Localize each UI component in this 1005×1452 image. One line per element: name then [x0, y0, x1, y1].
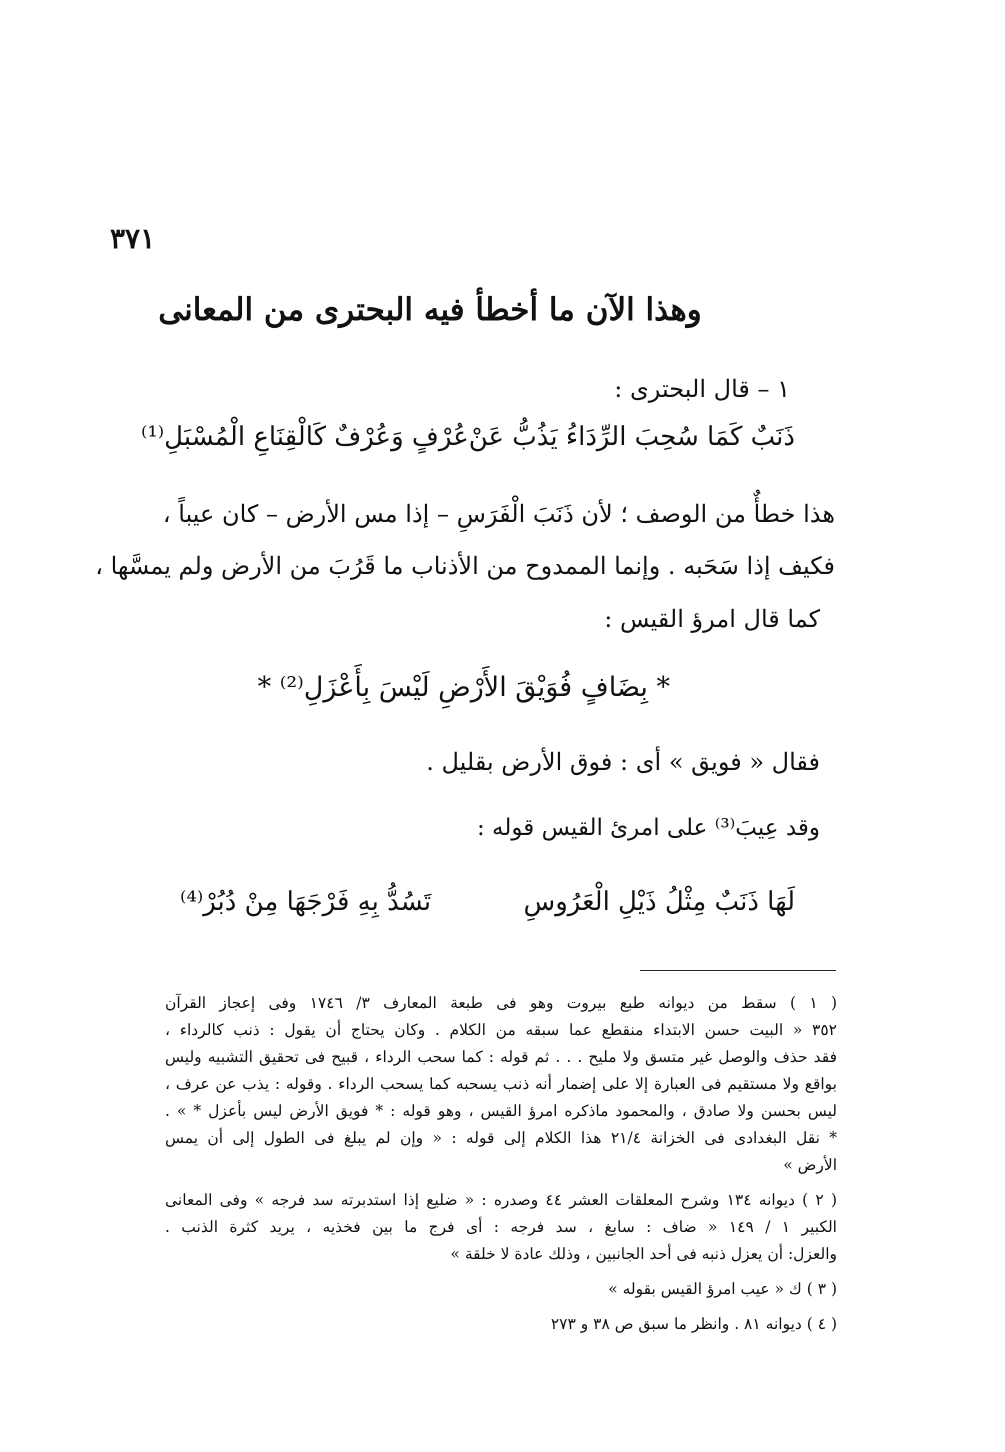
- footnote-line: ٣٥٢ « البيت حسن الابتداء منقطع عما سبقه من الكلام . وكان يحتاج أن يقول : ذنب كالرداء ،: [165, 1021, 837, 1039]
- footnote-2: [165, 1187, 837, 1268]
- footnotes: [165, 990, 837, 1346]
- footnote-line: ( ٢ ) ديوانه ١٣٤ وشرح المعلقات العشر ٤٤ وصدره : « ضليع إذا استدبرته سد فرجه » وفى المعانى: [165, 1191, 837, 1209]
- footnote-line: ( ٣ ) ك « عيب امرؤ القيس بقوله »: [608, 1280, 837, 1298]
- footnote-4: [165, 1311, 837, 1338]
- footnote-divider: [640, 970, 836, 971]
- footnote-line: والعزل: أن يعزل ذنبه فى أحد الجانبين ، وذلك عادة لا خلقة »: [450, 1245, 837, 1263]
- poem-intro: ١ – قال البحترى :: [614, 375, 790, 403]
- footnote-line: الأرض »: [783, 1156, 837, 1174]
- verse-imru-al-qais: [180, 887, 795, 927]
- footnote-3: [165, 1276, 837, 1303]
- verse-first-half: لَهَا ذَنَبٌ مِثْلُ ذَيْلِ الْعَرُوسِ: [523, 887, 795, 917]
- footnote-line: فقد حذف والوصل غير متسق ولا مليح . . . ثم قوله : كما سحب الرداء ، قبيح فى تحقيق التشبيه وليس: [165, 1048, 837, 1066]
- section-heading: وهذا الآن ما أخطأ فيه البحترى من المعانى: [158, 292, 702, 328]
- paragraph-line: فكيف إذا سَحَبه . وإنما الممدوح من الأذناب ما قَرُبَ من الأرض ولم يمسَّها ،: [95, 552, 835, 580]
- paragraph-line: كما قال امرؤ القيس :: [604, 605, 820, 633]
- verse-second-half: عُرْفٍ وَعُرْفٌ كَالْقِنَاعِ الْمُسْبَلِ⁽¹⁾: [140, 422, 469, 452]
- criticism-line: وقد عِيبَ⁽³⁾ على امرئ القيس قوله :: [476, 815, 820, 841]
- footnote-1: [165, 990, 837, 1179]
- verse-first-half: ذَنَبٌ كَمَا سُحِبَ الرِّدَاءُ يَذُبُّ عَنْ: [468, 422, 795, 452]
- footnote-line: ( ٤ ) ديوانه ٨١ . وانظر ما سبق ص ٣٨ و ٢٧٣: [550, 1315, 837, 1333]
- verse-buhturi: [140, 422, 795, 462]
- paragraph-line: هذا خطأٌ من الوصف ؛ لأن ذَنَبَ الْفَرَسِ – إذا مس الأرض – كان عيباً ،: [162, 500, 835, 528]
- footnote-line: الكبير ١ / ١٤٩ « ضاف : سابغ ، سد فرجه : أى فرج ما بين فخذيه ، يريد كثرة الذنب .: [165, 1218, 837, 1236]
- footnote-line: * نقل البغدادى فى الخزانة ٢١/٤ هذا الكلام إلى قوله : « وإن لم يبلغ فى الطول إلى أن يمس: [165, 1129, 837, 1147]
- commentary-line: فقال « فويق » أى : فوق الأرض بقليل .: [426, 748, 820, 776]
- page-number: ٣٧١: [110, 222, 156, 255]
- hemistich-imru-al-qais: * بِضَافٍ فُوَيْقَ الأَرْضِ لَيْسَ بِأَعْزَلِ⁽²⁾ *: [257, 672, 670, 703]
- footnote-line: ليس بحسن ولا صادق ، والمحمود ماذكره امرؤ القيس ، وهو قوله : * فويق الأرض ليس بأعزل * » .: [165, 1102, 837, 1120]
- footnote-line: ( ١ ) سقط من ديوانه طبع بيروت وهو فى طبعة المعارف ٣/ ١٧٤٦ وفى إعجاز القرآن: [165, 994, 837, 1012]
- verse-second-half: تَسُدُّ بِهِ فَرْجَهَا مِنْ دُبُرْ⁽⁴⁾: [180, 887, 432, 917]
- footnote-line: بواقع ولا مستقيم فى العبارة إلا على إضمار أنه ذنب يسحبه كما يسحب الرداء . وقوله : يذب عن عرف ،: [165, 1075, 837, 1093]
